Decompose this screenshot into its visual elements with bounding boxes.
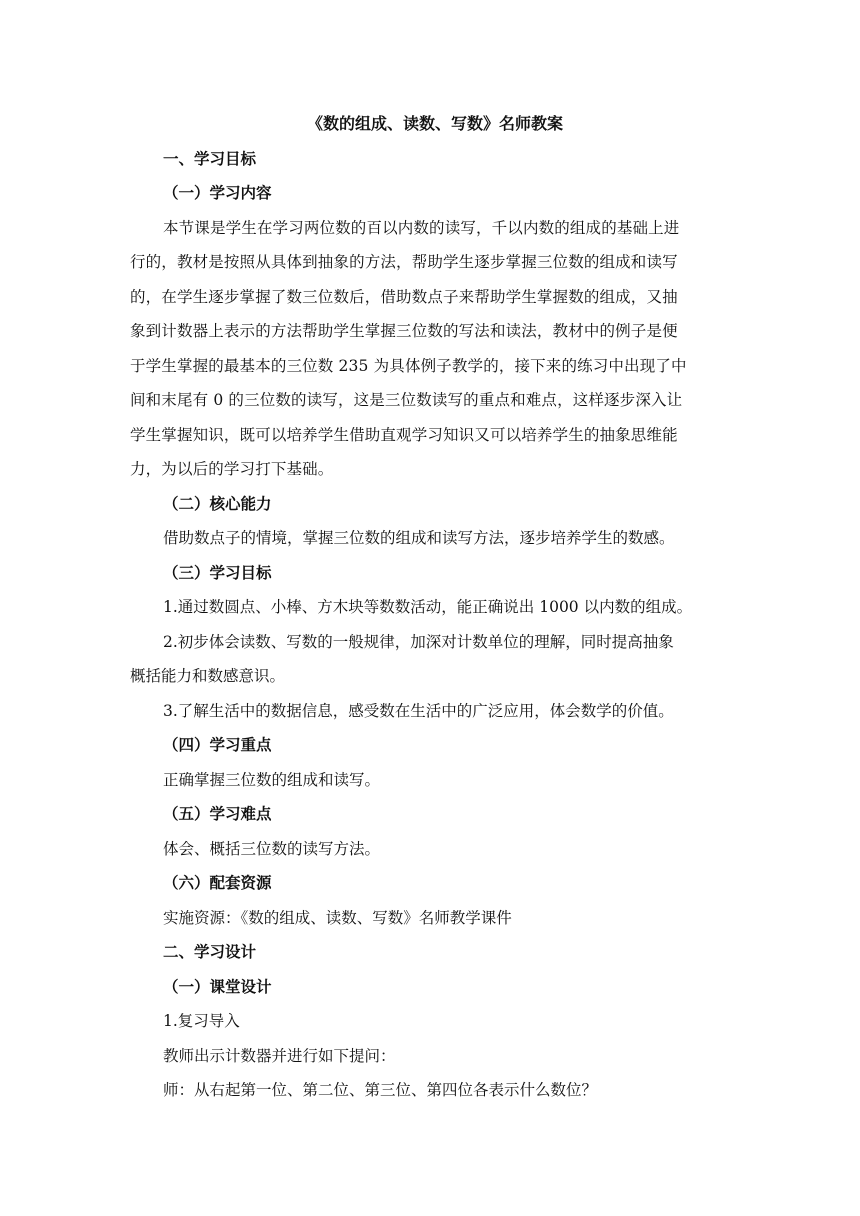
objective-item-2: 2.初步体会读数、写数的一般规律，加深对计数单位的理解，同时提高抽象	[163, 632, 674, 651]
paragraph-resources: 实施资源：《数的组成、读数、写数》名师教学课件	[163, 908, 512, 927]
paragraph-teacher-question: 师：从右起第一位、第二位、第三位、第四位各表示什么数位？	[163, 1081, 598, 1099]
paragraph-line: 本节课是学生在学习两位数的百以内数的读写，千以内数的组成的基础上进	[163, 218, 680, 237]
section-heading-learning-design: 二、学习设计	[163, 942, 257, 961]
subheading-resources: （六）配套资源	[163, 873, 272, 892]
paragraph-line: 象到计数器上表示的方法帮助学生掌握三位数的写法和读法，教材中的例子是便	[130, 322, 678, 340]
section-heading-learning-goals: 一、学习目标	[163, 148, 257, 168]
paragraph-line: 于学生掌握的最基本的三位数 235 为具体例子教学的，接下来的练习中出现了中	[130, 356, 687, 375]
objective-item-2-continued: 概括能力和数感意识。	[130, 667, 286, 685]
document-title: 《数的组成、读数、写数》名师教案	[306, 114, 563, 133]
paragraph-teacher-intro: 教师出示计数器并进行如下提问：	[163, 1046, 396, 1065]
paragraph-line: 的，在学生逐步掌握了数三位数后，借助数点子来帮助学生掌握数的组成，又抽	[130, 287, 678, 306]
subheading-core-ability: （二）核心能力	[163, 493, 272, 513]
subheading-learning-content: （一）学习内容	[163, 183, 272, 202]
step-review-intro: 1.复习导入	[163, 1012, 240, 1030]
objective-item-3: 3.了解生活中的数据信息，感受数在生活中的广泛应用，体会数学的价值。	[163, 701, 674, 720]
paragraph-line: 间和末尾有 0 的三位数的读写，这是三位数读写的重点和难点，这样逐步深入让	[130, 391, 683, 409]
paragraph-line: 力，为以后的学习打下基础。	[130, 460, 334, 478]
paragraph-difficulties: 体会、概括三位数的读写方法。	[163, 839, 381, 858]
subheading-learning-objectives: （三）学习目标	[163, 562, 272, 582]
paragraph-core-ability: 借助数点子的情境，掌握三位数的组成和读写方法，逐步培养学生的数感。	[163, 529, 675, 547]
subheading-difficulties: （五）学习难点	[163, 804, 272, 823]
paragraph-learning-content	[130, 211, 730, 487]
document-body	[130, 107, 730, 1108]
paragraph-line: 行的，教材是按照从具体到抽象的方法，帮助学生逐步掌握三位数的组成和读写	[130, 253, 678, 271]
subheading-key-points: （四）学习重点	[163, 735, 272, 754]
objective-item-1: 1.通过数圆点、小棒、方木块等数数活动，能正确说出 1000 以内数的组成。	[163, 598, 693, 616]
subheading-classroom-design: （一）课堂设计	[163, 976, 272, 996]
paragraph-key-points: 正确掌握三位数的组成和读写。	[163, 770, 381, 789]
paragraph-line: 学生掌握知识，既可以培养学生借助直观学习知识又可以培养学生的抽象思维能	[130, 425, 678, 444]
